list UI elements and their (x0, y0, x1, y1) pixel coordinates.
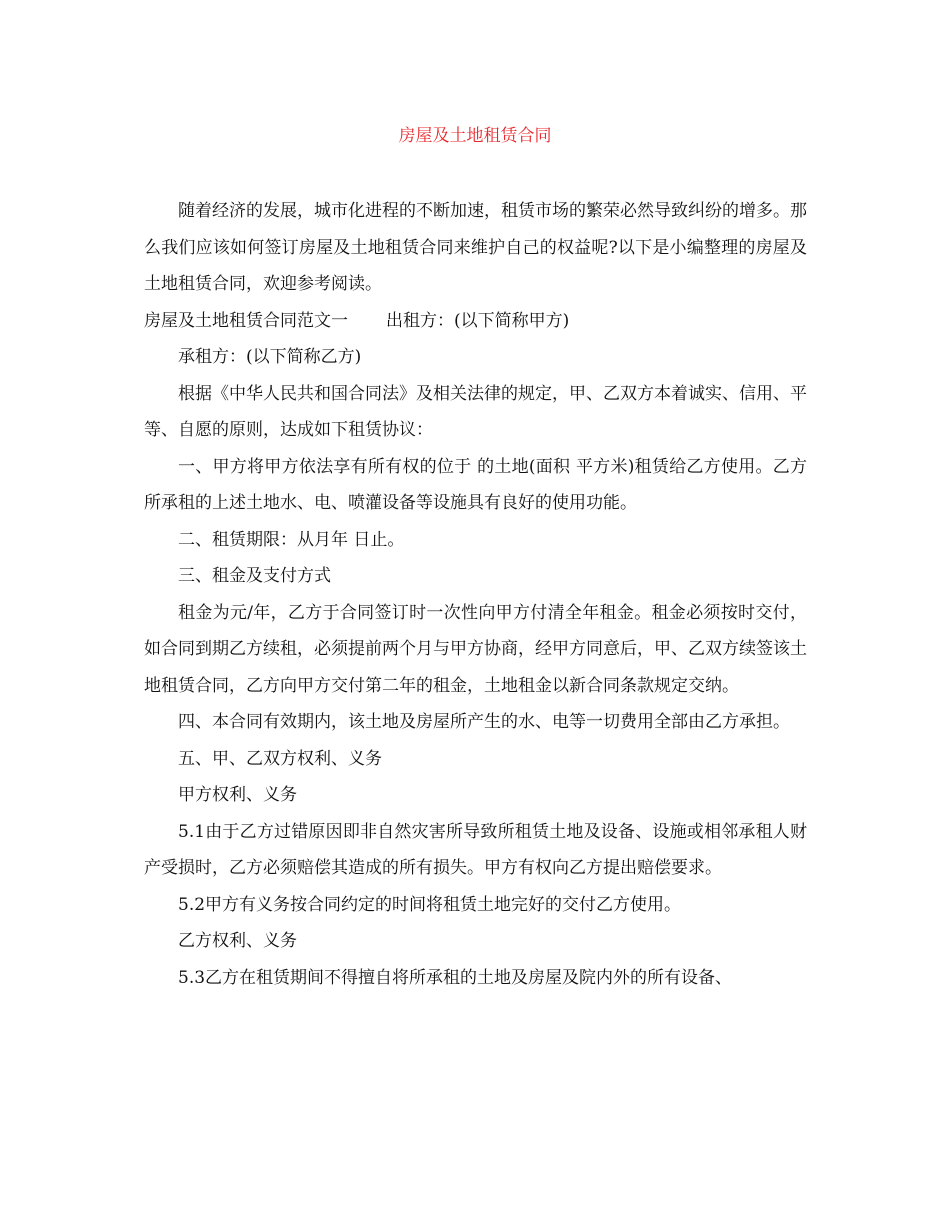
intro-paragraph: 随着经济的发展，城市化进程的不断加速，租赁市场的繁荣必然导致纠纷的增多。那么我们应该如何签订房屋及土地租赁合同来维护自己的权益呢?以下是小编整理的房屋及土地租赁合同，欢迎参考阅读。 (144, 201, 807, 294)
clause-3-body: 租金为元/年，乙方于合同签订时一次性向甲方付清全年租金。租金必须按时交付，如合同到期乙方续租，必须提前两个月与甲方协商，经甲方同意后，甲、乙双方续签该土地租赁合同，乙方向甲方交付第二年的租金，土地租金以新合同条款规定交纳。 (144, 602, 807, 696)
party-a-heading: 甲方权利、义务 (178, 785, 297, 805)
lessor-line: 出租方：(以下简称甲方) (386, 310, 570, 331)
clause-1: 一、甲方将甲方依法享有所有权的位于 的土地(面积 平方米)租赁给乙方使用。乙方所承租的上述土地水、电、喷灌设备等设施具有良好的使用功能。 (144, 456, 807, 513)
clause-5-1: 5.1由于乙方过错原因即非自然灾害所导致所租赁土地及设备、设施或相邻承租人财产受损时，乙方必须赔偿其造成的所有损失。甲方有权向乙方提出赔偿要求。 (144, 821, 807, 878)
section-heading-line (144, 303, 807, 340)
party-b-heading: 乙方权利、义务 (178, 931, 297, 951)
clause-2: 二、租赁期限：从月年 日止。 (178, 529, 405, 550)
preamble-paragraph: 根据《中华人民共和国合同法》及相关法律的规定，甲、乙双方本着诚实、信用、平等、自愿的原则，达成如下租赁协议： (144, 383, 807, 440)
document-body (144, 193, 807, 996)
clause-5-3: 5.3乙方在租赁期间不得擅自将所承租的土地及房屋及院内外的所有设备、 (178, 967, 733, 988)
lessee-line: 承租方：(以下简称乙方) (178, 347, 362, 367)
sample-heading: 房屋及土地租赁合同范文一 (144, 310, 348, 331)
clause-3-heading: 三、租金及支付方式 (178, 566, 331, 586)
clause-5-2: 5.2甲方有义务按合同约定的时间将租赁土地完好的交付乙方使用。 (178, 894, 682, 915)
clause-4: 四、本合同有效期内，该土地及房屋所产生的水、电等一切费用全部由乙方承担。 (178, 712, 790, 732)
clause-5-heading: 五、甲、乙双方权利、义务 (178, 748, 382, 769)
document-title: 房屋及土地租赁合同 (398, 126, 552, 146)
